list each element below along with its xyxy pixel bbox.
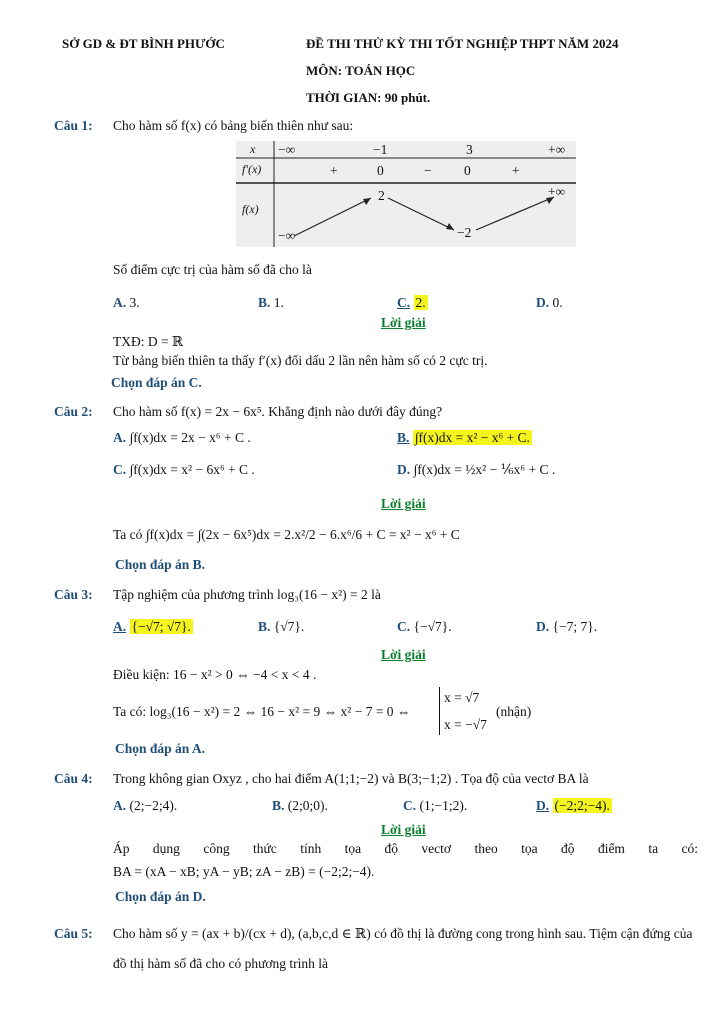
option-letter: B. xyxy=(258,295,271,310)
solution-line: TXĐ: D = ℝ xyxy=(113,334,184,349)
exam-time: THỜI GIAN: 90 phút. xyxy=(306,90,431,105)
question-stem-continued: đồ thị hàm số đã cho có phương trình là xyxy=(113,956,329,971)
solution-heading: Lời giải xyxy=(381,315,426,330)
option-c[interactable] xyxy=(403,798,467,814)
question-label: Câu 4: xyxy=(54,771,93,786)
question-text: Số điểm cực trị của hàm số đã cho là xyxy=(113,262,312,277)
option-letter: C. xyxy=(397,619,411,634)
option-letter: A. xyxy=(113,798,127,813)
option-text: {−√7; √7}. xyxy=(131,619,191,634)
solution-case: x = √7 xyxy=(444,690,480,705)
solution-line: Từ bảng biến thiên ta thấy f′(x) đổi dấu 2 lần nên hàm số có 2 cực trị. xyxy=(113,353,488,368)
school-name: SỞ GD & ĐT BÌNH PHƯỚC xyxy=(62,36,225,51)
solution-heading: Lời giải xyxy=(381,496,426,511)
fprime-zero: 0 xyxy=(464,163,471,178)
option-b[interactable] xyxy=(258,295,284,311)
solution-line: Ta có ∫f(x)dx = ∫(2x − 6x⁵)dx = 2.x²/2 − 6.x⁶/6 + C = x² − x⁶ + C xyxy=(113,527,460,542)
option-text: (2;0;0). xyxy=(287,798,328,813)
option-letter: B. xyxy=(258,619,271,634)
answer-choice: Chọn đáp án A. xyxy=(115,741,206,756)
solution-line: Ta có: log₃(16 − x²) = 2 ⇔ 16 − x² = 9 ⇔ x² − 7 = 0 ⇔ xyxy=(113,704,411,719)
option-letter: D. xyxy=(536,295,550,310)
answer-choice: Chọn đáp án C. xyxy=(111,375,202,390)
f-value: −∞ xyxy=(278,228,296,243)
question-stem: Cho hàm số f(x) = 2x − 6x⁵. Khẳng định nào dưới đây đúng? xyxy=(113,404,443,419)
option-text: {−7; 7}. xyxy=(552,619,598,634)
solution-heading: Lời giải xyxy=(381,822,426,837)
option-c-correct[interactable] xyxy=(397,295,428,311)
option-letter: C. xyxy=(397,295,411,310)
option-text: {−√7}. xyxy=(413,619,452,634)
f-value: +∞ xyxy=(548,184,566,199)
solution-line: BA = (xA − xB; yA − yB; zA − zB) = (−2;2;−4). xyxy=(113,864,375,879)
option-a[interactable] xyxy=(113,798,177,814)
system-bracket xyxy=(439,687,440,735)
fprime-sign: − xyxy=(424,163,432,178)
question-label: Câu 1: xyxy=(54,118,93,133)
option-text: 3. xyxy=(129,295,140,310)
option-text: 2. xyxy=(415,295,426,310)
option-d[interactable] xyxy=(536,295,563,311)
fprime-zero: 0 xyxy=(377,163,384,178)
fprime-sign: + xyxy=(512,163,520,178)
option-a-correct[interactable] xyxy=(113,619,193,635)
question-label: Câu 3: xyxy=(54,587,93,602)
f-value: 2 xyxy=(378,188,385,203)
option-letter: C. xyxy=(403,798,417,813)
option-letter: B. xyxy=(397,430,410,445)
option-b[interactable] xyxy=(258,619,304,635)
option-a[interactable] xyxy=(113,430,251,446)
solution-heading: Lời giải xyxy=(381,647,426,662)
row-fprime-label: f′(x) xyxy=(242,162,262,176)
exam-title: ĐỀ THI THỬ KỲ THI TỐT NGHIỆP THPT NĂM 2024 xyxy=(306,36,619,51)
option-letter: A. xyxy=(113,619,127,634)
option-b[interactable] xyxy=(272,798,328,814)
x-value: +∞ xyxy=(548,142,566,157)
question-stem: Cho hàm số y = (ax + b)/(cx + d), (a,b,c,d ∈ ℝ) có đồ thị là đường cong trong hình sau. Tiệm cận đứng của xyxy=(113,926,693,941)
option-text: 1. xyxy=(273,295,284,310)
option-text: (2;−2;4). xyxy=(129,798,178,813)
option-c[interactable] xyxy=(113,462,255,478)
option-letter: D. xyxy=(536,619,550,634)
option-text: ∫f(x)dx = ½x² − ⅙x⁶ + C . xyxy=(413,462,556,477)
question-label: Câu 5: xyxy=(54,926,93,941)
option-text: (1;−1;2). xyxy=(419,798,468,813)
option-letter: A. xyxy=(113,430,127,445)
option-text: 0. xyxy=(552,295,563,310)
option-b-correct[interactable] xyxy=(397,430,532,446)
solution-note: (nhận) xyxy=(496,704,532,719)
exam-subject: MÔN: TOÁN HỌC xyxy=(306,63,416,78)
x-value: 3 xyxy=(466,142,473,157)
option-text: ∫f(x)dx = x² − x⁶ + C. xyxy=(414,430,530,445)
variation-table xyxy=(236,141,576,247)
fprime-sign: + xyxy=(330,163,338,178)
solution-line: Áp dụng công thức tính tọa độ vectơ theo tọa độ điểm ta có: xyxy=(113,841,698,856)
option-d[interactable] xyxy=(536,619,597,635)
option-letter: B. xyxy=(272,798,285,813)
question-label: Câu 2: xyxy=(54,404,93,419)
x-value: −1 xyxy=(373,142,388,157)
option-a[interactable] xyxy=(113,295,140,311)
option-letter: D. xyxy=(397,462,411,477)
row-x-label: x xyxy=(250,142,256,156)
option-letter: A. xyxy=(113,295,127,310)
solution-line: Điều kiện: 16 − x² > 0 ⇔ −4 < x < 4 . xyxy=(113,667,317,682)
option-text: ∫f(x)dx = x² − 6x⁶ + C . xyxy=(129,462,255,477)
f-value: −2 xyxy=(457,225,472,240)
option-text: {√7}. xyxy=(273,619,305,634)
solution-case: x = −√7 xyxy=(444,717,487,732)
option-c[interactable] xyxy=(397,619,452,635)
row-f-label: f(x) xyxy=(242,202,259,216)
option-d-correct[interactable] xyxy=(536,798,612,814)
question-stem: Tập nghiệm của phương trình log₃(16 − x²) = 2 là xyxy=(113,587,381,602)
option-letter: C. xyxy=(113,462,127,477)
answer-choice: Chọn đáp án D. xyxy=(115,889,206,904)
x-value: −∞ xyxy=(278,142,296,157)
option-letter: D. xyxy=(536,798,550,813)
option-d[interactable] xyxy=(397,462,555,478)
option-text: ∫f(x)dx = 2x − x⁶ + C . xyxy=(129,430,251,445)
question-stem: Cho hàm số f(x) có bảng biến thiên như sau: xyxy=(113,118,354,133)
question-stem: Trong không gian Oxyz , cho hai điểm A(1;1;−2) và B(3;−1;2) . Tọa độ của vectơ BA là xyxy=(113,771,589,786)
answer-choice: Chọn đáp án B. xyxy=(115,557,206,572)
option-text: (−2;2;−4). xyxy=(554,798,610,813)
